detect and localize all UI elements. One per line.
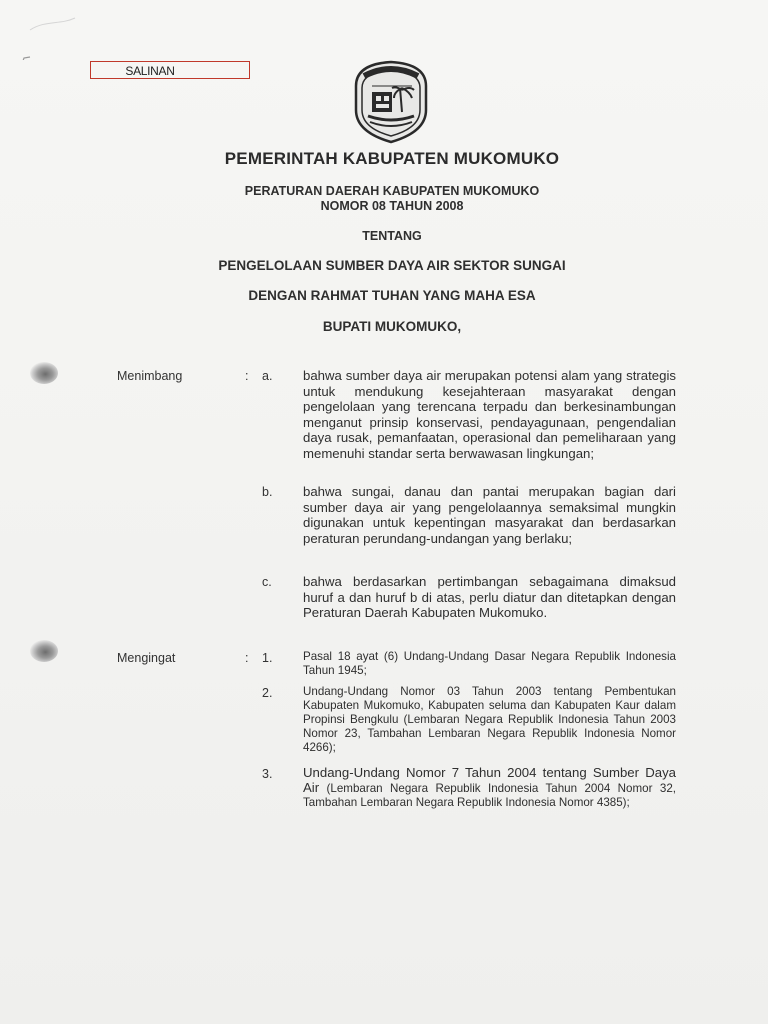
item-3-lead: Undang-Undang Nomor 7 Tahun 2004 tentang Sumber Daya Air — [303, 765, 676, 795]
item-marker: b. — [262, 485, 273, 499]
item-marker: 2. — [262, 686, 273, 700]
regency-coat-of-arms-icon — [350, 58, 432, 144]
menimbang-item-b: bahwa sungai, danau dan pantai merupakan bagian dari sumber daya air yang pengelolaannya semaksimal mungkin digunakan untuk kepentingan masyarakat dan berdasarkan peraturan perundang-undangan yang berlaku; — [303, 484, 676, 546]
menimbang-label: Menimbang — [117, 369, 183, 383]
colon-separator: : — [245, 369, 249, 383]
salinan-stamp: SALINAN — [90, 61, 250, 79]
mengingat-item-1: Pasal 18 ayat (6) Undang-Undang Dasar Negara Republik Indonesia Tahun 1945; — [303, 650, 676, 677]
official-title: BUPATI MUKOMUKO, — [322, 319, 462, 334]
item-marker: 1. — [262, 651, 273, 665]
item-marker: c. — [262, 575, 272, 589]
regulation-subject: PENGELOLAAN SUMBER DAYA AIR SEKTOR SUNGAI — [218, 258, 566, 273]
punch-hole — [30, 640, 58, 662]
mengingat-item-3 — [303, 766, 676, 810]
mengingat-item-2: Undang-Undang Nomor 03 Tahun 2003 tentang Pembentukan Kabupaten Mukomuko, Kabupaten seluma dan Kabupaten Kaur dalam Propinsi Bengkulu (Lembaran Negara Republik Indonesia Tahun 2003 Nomor 23, Tambahan Lembaran Negara Republik Indonesia Nomor 4266); — [303, 685, 676, 754]
regulation-number: NOMOR 08 TAHUN 2008 — [320, 199, 464, 213]
government-title: PEMERINTAH KABUPATEN MUKOMUKO — [224, 149, 560, 168]
about-heading: TENTANG — [362, 229, 422, 243]
mengingat-label: Mengingat — [117, 651, 176, 665]
item-marker: 3. — [262, 767, 273, 781]
item-marker: a. — [262, 369, 273, 383]
colon-separator: : — [245, 651, 249, 665]
item-3-rest: (Lembaran Negara Republik Indonesia Tahun 2004 Nomor 32, Tambahan Lembaran Negara Republik Indonesia Nomor 4385); — [303, 782, 676, 809]
menimbang-item-a: bahwa sumber daya air merupakan potensi alam yang strategis untuk mendukung kesejahteraan masyarakat dengan pengelolaan yang terencana terpadu dan berkesinambungan menganut prinsip konservasi, pendayagunaan, pengendalian daya rusak, pemanfaatan, operasional dan pemeliharaan yang memenuhi standar serta berwawasan lingkungan; — [303, 368, 676, 461]
corner-scribble-mark — [0, 0, 120, 60]
menimbang-item-c: bahwa berdasarkan pertimbangan sebagaimana dimaksud huruf a dan huruf b di atas, perlu diatur dan ditetapkan dengan Peraturan Daerah Kabupaten Mukomuko. — [303, 574, 676, 621]
invocation-line: DENGAN RAHMAT TUHAN YANG MAHA ESA — [248, 288, 536, 303]
regulation-title: PERATURAN DAERAH KABUPATEN MUKOMUKO — [244, 184, 540, 198]
punch-hole — [30, 362, 58, 384]
